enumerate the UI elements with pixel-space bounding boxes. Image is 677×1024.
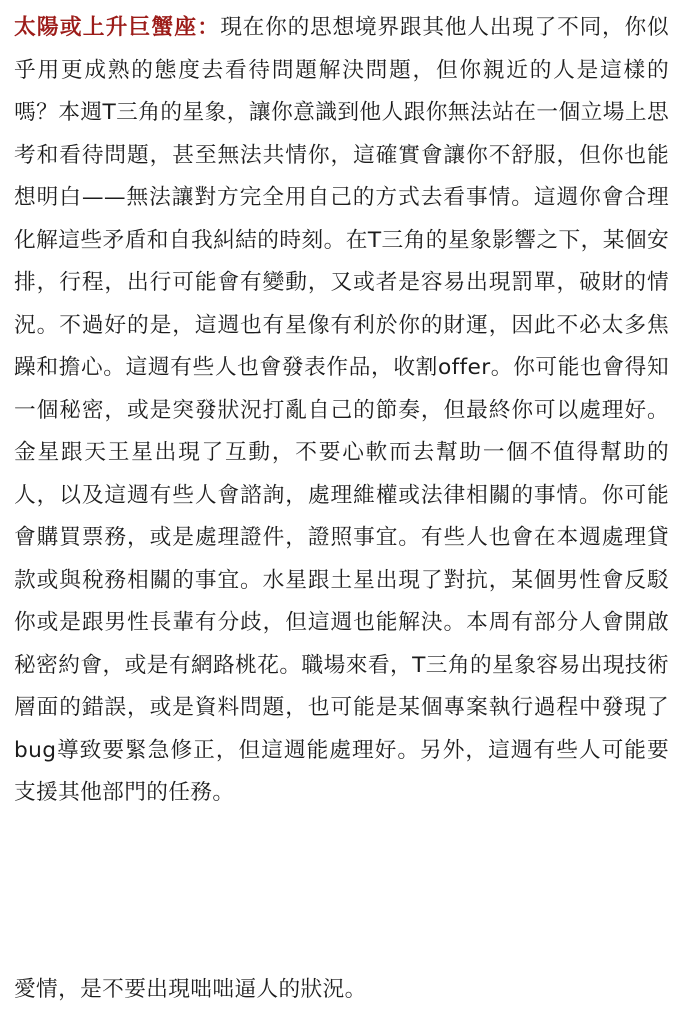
sign-heading: 太陽或上升巨蟹座： — [14, 15, 221, 40]
horoscope-body-text: 現在你的思想境界跟其他人出現了不同，你似乎用更成熟的態度去看待問題解決問題，但你親近的人是這樣的嗎？本週T三角的星象，讓你意識到他人跟你無法站在一個立場上思考和看待問題，甚至無法共情你，這確實會讓你不舒服，但你也能想明白——無法讓對方完全用自己的方式去看事情。這週你會合理化解這些矛盾和自我糾結的時刻。在T三角的星象影響之下，某個安排，行程，出行可能會有變動，又或者是容易出現罰單，破財的情況。不過好的是，這週也有星像有利於你的財運，因此不必太多焦躁和擔心。這週有些人也會發表作品，收割offer。你可能也會得知一個秘密，或是突發狀況打亂自己的節奏，但最終你可以處理好。金星跟天王星出現了互動，不要心軟而去幫助一個不值得幫助的人，以及這週有些人會諮詢，處理維權或法律相關的事情。你可能會購買票務，或是處理證件，證照事宜。有些人也會在本週處理貸款或與稅務相關的事宜。水星跟土星出現了對抗，某個男性會反駁你或是跟男性長輩有分歧，但這週也能解決。本周有部分人會開啟秘密約會，或是有網路桃花。職場來看，T三角的星象容易出現技術層面的錯誤，或是資料問題，也可能是某個專案執行過程中發現了bug導致要緊急修正，但這週能處理好。另外，這週有些人可能要支援其他部門的任務。 — [14, 15, 669, 805]
horoscope-paragraph — [14, 7, 669, 815]
love-paragraph: 愛情，是不要出現咄咄逼人的狀況。 — [14, 977, 367, 1002]
